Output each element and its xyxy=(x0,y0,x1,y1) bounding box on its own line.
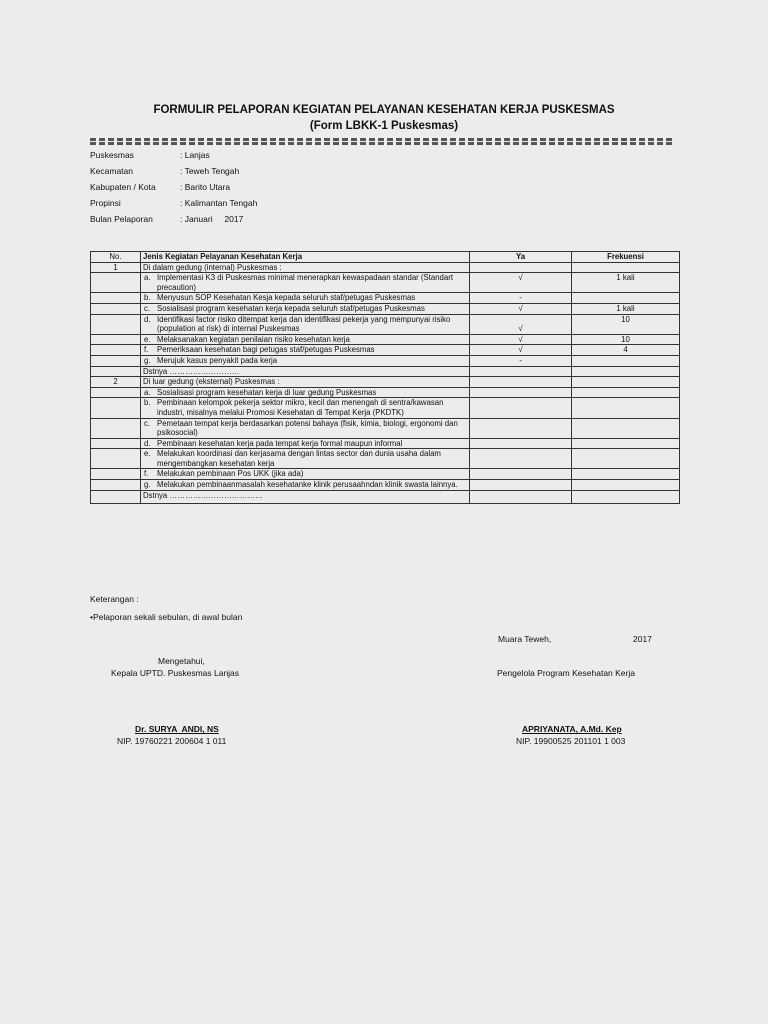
section-title: Di dalam gedung (internal) Puskesmas : xyxy=(141,262,470,273)
item-frekuensi xyxy=(572,449,680,469)
item-frekuensi xyxy=(572,438,680,449)
left-signatory-role: Kepala UPTD. Puskesmas Lanjas xyxy=(111,668,240,678)
item-letter: g. xyxy=(144,480,151,490)
item-ya xyxy=(470,398,572,418)
right-signatory-nip: NIP. 19900525 201101 1 003 xyxy=(516,736,626,746)
item-letter: a. xyxy=(144,387,151,397)
mengetahui-text: Mengetahui, xyxy=(158,656,205,666)
item-letter: f. xyxy=(144,469,149,479)
info-value: : Lanjas xyxy=(180,150,210,160)
info-value: : Kalimantan Tengah xyxy=(180,198,258,208)
item-frekuensi: 1 kali xyxy=(572,273,680,293)
info-label: Propinsi xyxy=(90,198,121,208)
table-row xyxy=(91,438,680,449)
item-text: Implementasi K3 di Puskesmas minimal menerapkan kewaspadaan standar (Standart precaution) xyxy=(157,273,453,292)
item-ya xyxy=(470,438,572,449)
item-ya xyxy=(470,387,572,398)
item-letter: c. xyxy=(144,418,151,428)
dashed-divider xyxy=(90,138,674,141)
right-signatory-name: APRIYANATA, A.Md. Kep xyxy=(522,724,622,734)
item-ya: √ xyxy=(470,303,572,314)
item-text: Melakukan koordinasi dan kerjasama dengan lintas sector dan dunia usaha dalam mengembangkan kesehatan kerja xyxy=(157,449,441,468)
info-value: : Teweh Tengah xyxy=(180,166,240,176)
section-no: 1 xyxy=(91,262,141,273)
item-ya: √ xyxy=(470,334,572,345)
item-text: Melakukan pembinaanmasalah kesehatanke klinik perusaahndan klinik swasta lainnya. xyxy=(157,480,458,490)
item-text: Pembinaan kelompok pekerja sektor mikro, kecil dan menengah di sentra/kawasan industri, misalnya melalui Promosi Kesehatan di Tempat Kerja (PKDTK) xyxy=(157,398,444,417)
item-frekuensi xyxy=(572,355,680,366)
dstnya-text: Dstnya ……………………… xyxy=(141,366,470,377)
keterangan-label: Keterangan : xyxy=(90,594,139,604)
item-frekuensi xyxy=(572,398,680,418)
table-row xyxy=(91,314,680,334)
year-text: 2017 xyxy=(633,634,652,644)
item-frekuensi xyxy=(572,469,680,480)
item-ya xyxy=(470,449,572,469)
header-no: No. xyxy=(91,252,141,263)
place-text: Muara Teweh, xyxy=(498,634,552,644)
item-ya: - xyxy=(470,293,572,304)
table-row xyxy=(91,469,680,480)
dashed-divider xyxy=(90,142,674,145)
table-row xyxy=(91,387,680,398)
item-frekuensi: 10 xyxy=(572,334,680,345)
item-text: Sosialisasi program kesehatan kerja kepada seluruh staf/petugas Puskesmas xyxy=(157,303,425,313)
table-row xyxy=(91,345,680,356)
item-ya xyxy=(470,418,572,438)
item-ya: √ xyxy=(470,314,572,334)
table-row xyxy=(91,303,680,314)
item-text: Pemetaan tempat kerja berdasarkan potensi bahaya (fisik, kimia, biologi, ergonomi dan psikosocial) xyxy=(157,418,458,438)
item-letter: e. xyxy=(144,334,151,344)
table-row xyxy=(91,449,680,469)
item-frekuensi xyxy=(572,418,680,438)
item-letter: c. xyxy=(144,303,151,313)
left-signatory-name: Dr. SURYA ANDI, NS xyxy=(135,724,219,734)
info-value: : Barito Utara xyxy=(180,182,231,192)
activity-table xyxy=(90,251,680,504)
item-text: Melakukan pembinaan Pos UKK (jika ada) xyxy=(157,469,304,479)
section-row xyxy=(91,377,680,388)
form-subtitle: (Form LBKK-1 Puskesmas) xyxy=(309,120,459,132)
item-ya xyxy=(470,480,572,491)
item-text: Melaksanakan kegiatan penilaian risiko kesehatan kerja xyxy=(157,334,350,344)
section-row xyxy=(91,262,680,273)
table-row xyxy=(91,490,680,503)
table-row xyxy=(91,273,680,293)
section-no: 2 xyxy=(91,377,141,388)
item-letter: e. xyxy=(144,449,151,459)
item-letter: g. xyxy=(144,355,151,365)
header-jenis: Jenis Kegiatan Pelayanan Kesehatan Kerja xyxy=(141,252,470,263)
item-text: Merujuk kasus penyakit pada kerja xyxy=(157,355,278,365)
item-letter: b. xyxy=(144,293,151,303)
table-row xyxy=(91,366,680,377)
item-frekuensi: 1 kali xyxy=(572,303,680,314)
item-letter: d. xyxy=(144,438,151,448)
keterangan-note: •Pelaporan sekali sebulan, di awal bulan xyxy=(90,612,243,622)
info-label: Kecamatan xyxy=(90,166,133,176)
header-frekuensi: Frekuensi xyxy=(572,252,680,263)
table-row xyxy=(91,418,680,438)
item-frekuensi: 4 xyxy=(572,345,680,356)
info-label: Kabupaten / Kota xyxy=(90,182,156,192)
info-label: Puskesmas xyxy=(90,150,134,160)
table-row xyxy=(91,334,680,345)
section-title: Di luar gedung (eksternal) Puskesmas : xyxy=(141,377,470,388)
dstnya-text: Dstnya ……………………………… xyxy=(141,490,470,503)
item-frekuensi xyxy=(572,293,680,304)
info-value: : Januari 2017 xyxy=(180,214,244,224)
item-text: Identifikasi factor risiko ditempat kerja dan identifikasi pekerja yang mempunyai risiko (population at risk) di internal Puskesmas xyxy=(157,314,451,334)
form-title: FORMULIR PELAPORAN KEGIATAN PELAYANAN KESEHATAN KERJA PUSKESMAS xyxy=(153,104,615,116)
left-signatory-nip: NIP. 19760221 200604 1 011 xyxy=(117,736,227,746)
item-letter: f. xyxy=(144,345,149,355)
item-letter: d. xyxy=(144,314,151,324)
item-frekuensi: 10 xyxy=(572,314,680,334)
item-letter: a. xyxy=(144,273,151,283)
item-ya: √ xyxy=(470,273,572,293)
header-ya: Ya xyxy=(470,252,572,263)
table-header-row xyxy=(91,252,680,263)
item-ya xyxy=(470,469,572,480)
item-text: Sosialisasi program kesehatan kerja di luar gedung Puskesmas xyxy=(157,387,377,397)
table-row xyxy=(91,480,680,491)
table-row xyxy=(91,398,680,418)
item-text: Pembinaan kesehatan kerja pada tempat kerja formal maupun informal xyxy=(157,438,403,448)
table-row xyxy=(91,355,680,366)
item-frekuensi xyxy=(572,480,680,491)
item-text: Pemeriksaan kesehatan bagi petugas staf/petugas Puskesmas xyxy=(157,345,375,355)
right-signatory-role: Pengelola Program Kesehatan Kerja xyxy=(497,668,635,678)
info-label: Bulan Pelaporan xyxy=(90,214,153,224)
item-text: Menyusun SOP Kesehatan Kesja kepada seluruh staf/petugas Puskesmas xyxy=(157,293,416,303)
item-ya: √ xyxy=(470,345,572,356)
item-frekuensi xyxy=(572,387,680,398)
item-ya: - xyxy=(470,355,572,366)
item-letter: b. xyxy=(144,398,151,408)
table-row xyxy=(91,293,680,304)
